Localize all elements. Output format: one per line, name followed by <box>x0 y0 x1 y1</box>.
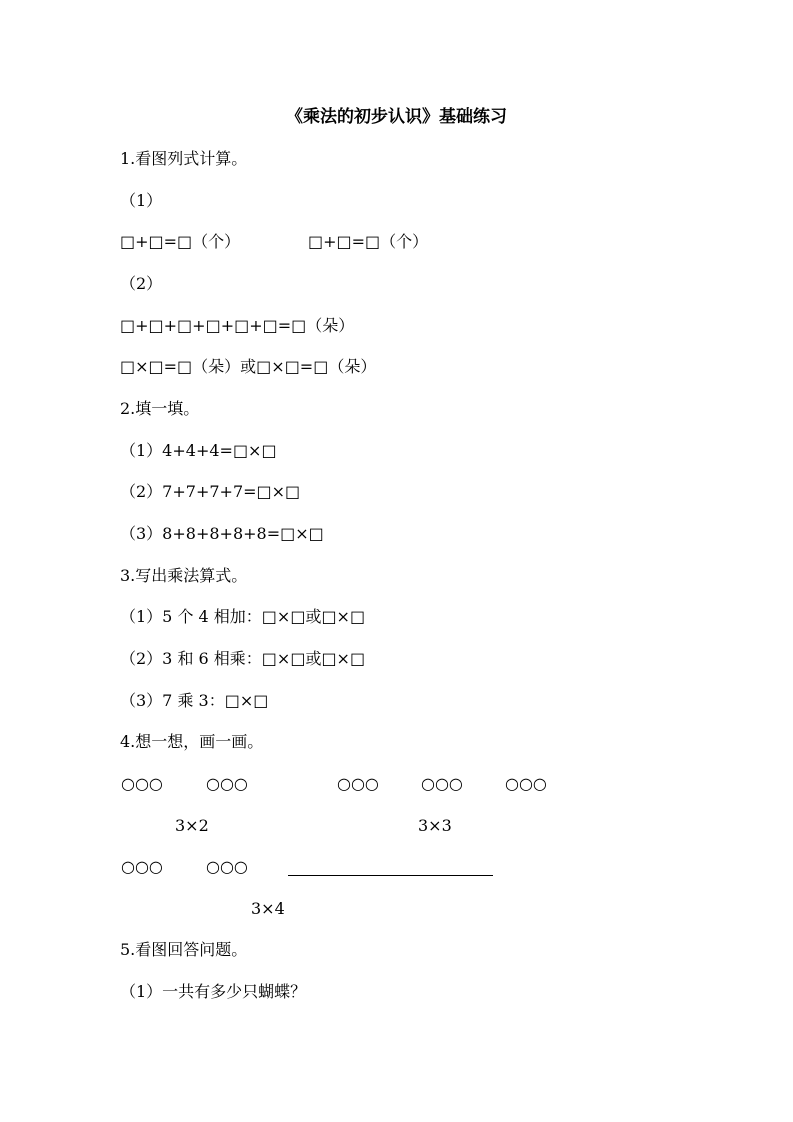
q2-item: （1）4+4+4=□×□ <box>120 441 277 460</box>
q3-item: （3）7 乘 3：□×□ <box>120 691 269 710</box>
q5-part1: （1）一共有多少只蝴蝶？ <box>120 982 307 1001</box>
q1-heading: 1.看图列式计算。 <box>120 149 248 168</box>
page-title: 《乘法的初步认识》基础练习 <box>286 107 507 127</box>
q1-part2-addition: □+□+□+□+□+□=□（朵） <box>120 316 355 335</box>
q1-part2-label: （2） <box>120 274 163 293</box>
q3-item: （2）3 和 6 相乘：□×□或□×□ <box>120 649 366 668</box>
q2-item: （2）7+7+7+7=□×□ <box>120 482 301 501</box>
q1-part1-equation-a: □+□=□（个） <box>120 232 241 251</box>
q2-item: （3）8+8+8+8+8=□×□ <box>120 524 324 543</box>
q4-heading: 4.想一想，画一画。 <box>120 732 264 751</box>
q1-part1-label: （1） <box>120 191 163 210</box>
q3-heading: 3.写出乘法算式。 <box>120 566 248 585</box>
q1-part2-multiplication: □×□=□（朵）或□×□=□（朵） <box>120 357 377 376</box>
answer-blank-line <box>288 875 493 876</box>
q3-item: （1）5 个 4 相加：□×□或□×□ <box>120 607 366 626</box>
q5-heading: 5.看图回答问题。 <box>120 940 248 959</box>
circle-group: ○○○ <box>337 774 379 793</box>
q1-part1-equation-b: □+□=□（个） <box>308 232 429 251</box>
q2-heading: 2.填一填。 <box>120 399 200 418</box>
circle-group: ○○○ <box>421 774 463 793</box>
circle-group: ○○○ <box>505 774 547 793</box>
q4-label-a: 3×2 <box>175 816 209 835</box>
circle-group: ○○○ <box>121 774 163 793</box>
circle-group: ○○○ <box>206 857 248 876</box>
q4-label-b: 3×3 <box>418 816 452 835</box>
circle-group: ○○○ <box>206 774 248 793</box>
circle-group: ○○○ <box>121 857 163 876</box>
q4-label-c: 3×4 <box>251 899 285 918</box>
